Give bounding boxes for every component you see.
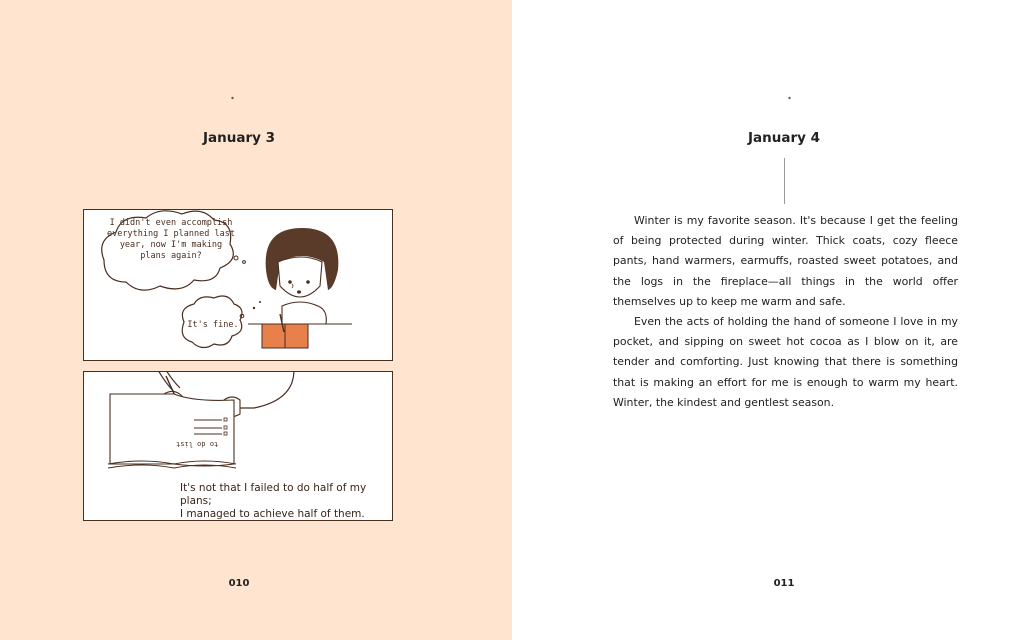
thought-bubble-text-2: It's fine. [187, 320, 239, 330]
notebook-title-upside-down: to do list [176, 440, 219, 448]
body-text [613, 211, 958, 413]
paragraph-2: Even the acts of holding the hand of someone I love in my pocket, and sipping on sweet hot cocoa as I blow on it, are tender and comforting. Just knowing that there is something that is making an effort for me is enough to warm my heart. Winter, the kindest and gentlest season. [613, 315, 958, 409]
thought-bubble-text-1: I didn't even accomplish everything I planned last year, now I'm making plans again? [107, 218, 235, 261]
comic-panel-2 [83, 371, 393, 521]
moon-icon [786, 88, 806, 108]
page-number: 010 [228, 578, 250, 589]
date-heading: January 4 [747, 130, 820, 146]
caption-line-2: I managed to achieve half of them. [180, 508, 365, 520]
comic-caption [180, 482, 390, 521]
right-page [512, 0, 1024, 640]
divider-line [784, 158, 785, 204]
paragraph-1: Winter is my favorite season. It's because I get the feeling of being protected during winter. Thick coats, cozy fleece pants, hand warmers, earmuffs, roasted sweet potatoes, and the logs in the fireplace—all things in the world offer themselves up to keep me warm and safe. [613, 214, 958, 308]
comic-panel-1 [83, 209, 393, 361]
moon-icon [229, 88, 249, 108]
caption-line-1: It's not that I failed to do half of my plans; [180, 482, 367, 507]
page-number: 011 [773, 578, 795, 589]
date-heading: January 3 [202, 130, 275, 146]
